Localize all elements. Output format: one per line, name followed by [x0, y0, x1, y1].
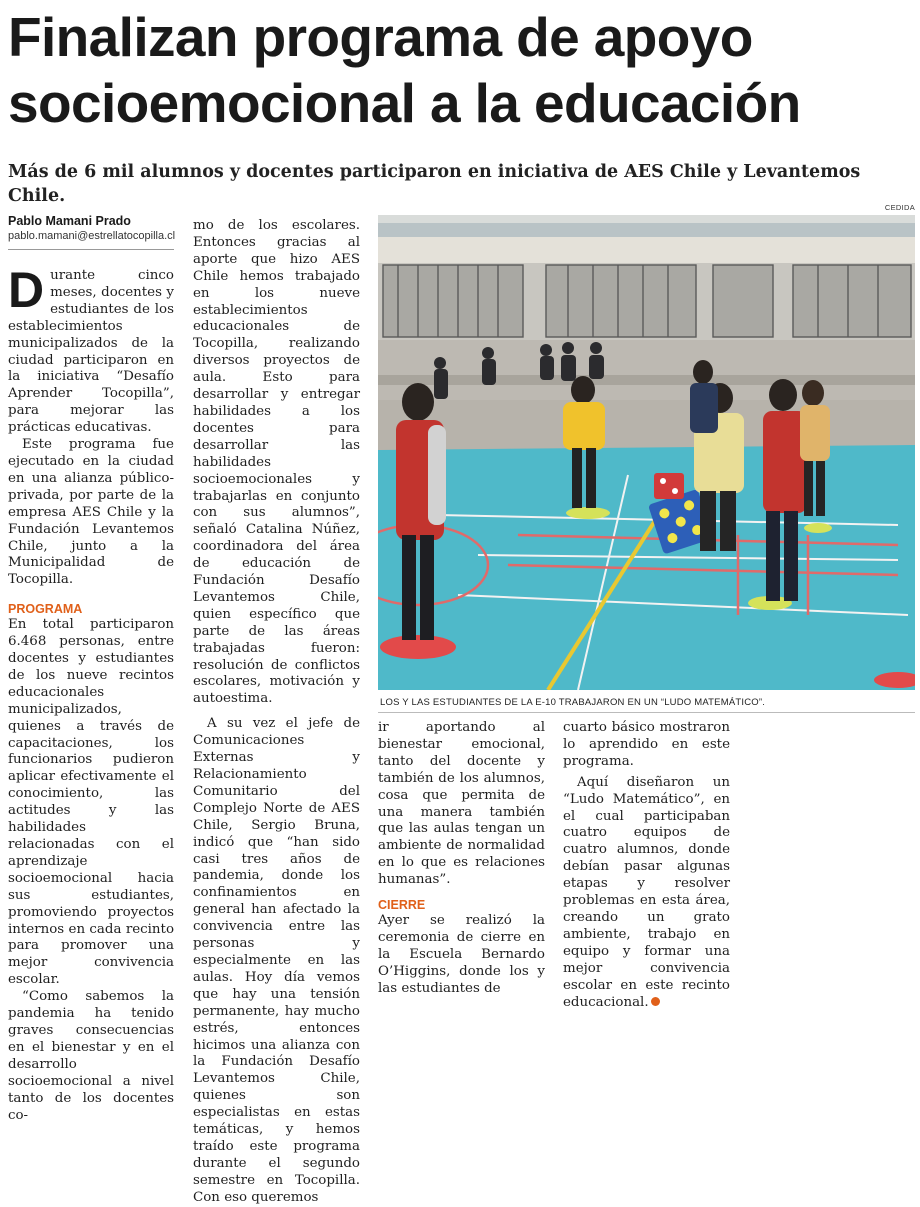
paragraph: A su vez el jefe de Comunicaciones Externas y Relacionamiento Comunitario del Complejo Norte de AES Chile, Sergio Bruna, indicó que “han sido casi tres años de pandemia, donde los confinamientos en general han afectado la convivencia entre las personas y especialmente en las aulas. Hoy día vemos que hay una tensión permanente, hay mucho estrés, entonces hicimos una alianza con la Fundación Desafío Levantemos Chile, quienes son especialistas en estas temáticas, y hemos traído este programa durante el segundo semestre en Tocopilla. Con eso queremos [193, 716, 360, 1205]
column-4 [563, 720, 730, 1011]
author-email[interactable]: pablo.mamani@estrellatocopilla.cl [8, 230, 176, 242]
closing-text: Aquí diseñaron un “Ludo Matemático”, en el cual participaban cuatro equipos de cuatro alumnos, donde debían pasar algunas etapas y resolver problemas en esta área, creando un grato ambiente, trabajo en equipo y formar una mejor convivencia escolar en este recinto educacional. [563, 774, 730, 1010]
paragraph: mo de los escolares. Entonces gracias al aporte que hizo AES Chile hemos trabajado en los nueve establecimientos educacionales de Tocopilla, realizando diversos proyectos de aula. Esto para desarrollar y entregar habilidades a los docentes para desarrollar las habilidades socioemocionales y trabajarlas en conjunto con sus alumnos”, señaló Catalina Núñez, coordinadora del área de educación de Fundación Desafío Levantemos Chile, quien específico que parte de las áreas trabajadas fueron: resolución de conflictos escolares, motivación y autoestima. [193, 218, 360, 707]
paragraph [563, 775, 730, 1012]
column-1 [8, 262, 174, 1124]
subhead-programa: PROGRAMA [8, 602, 83, 617]
end-of-article-icon [651, 997, 660, 1006]
paragraph: Este programa fue ejecutado en la ciudad en una alianza público-privada, por parte de la empresa AES Chile y la Fundación Levantemos Chile, junto a la Municipalidad de Tocopilla. [8, 437, 174, 588]
photo-credit: CEDIDA [884, 203, 915, 212]
article-photo [378, 215, 915, 690]
caption-divider [378, 712, 915, 713]
subhead-cierre: CIERRE [378, 898, 426, 913]
paragraph: “Como sabemos la pandemia ha tenido graves consecuencias en el bienestar y en el desarrollo socioemocional a nivel tanto de los docentes co- [8, 989, 174, 1123]
column-2 [193, 218, 360, 1207]
author-name: Pablo Mamani Prado [8, 214, 131, 228]
deck-subtitle: Más de 6 mil alumnos y docentes participaron en iniciativa de AES Chile y Levantemos Chile. [8, 162, 861, 206]
byline [8, 214, 174, 243]
lead-paragraph [8, 262, 174, 437]
paragraph: Ayer se realizó la ceremonia de cierre en la Escuela Bernardo O’Higgins, donde los y las estudiantes de [378, 913, 545, 996]
dropcap: D [8, 262, 45, 318]
lead-text: urante cinco meses, docentes y estudiantes de los establecimientos municipalizados de la ciudad participaron en la iniciativa “Desafío Aprender Tocopilla”, para mejorar las prácticas educativas. [8, 268, 174, 436]
paragraph: ir aportando al bienestar emocional, tanto del docente y también de los alumnos, cosa que permita de una manera también que las aulas tengan un ambiente de normalidad en lo que es relaciones humanas”. [378, 720, 545, 888]
column-3 [378, 720, 545, 998]
byline-divider [8, 249, 174, 250]
headline: Finalizan programa de apoyo socioemocional a la educación [8, 6, 801, 134]
paragraph: En total participaron 6.468 personas, entre docentes y estudiantes de los nueve recintos educacionales municipalizados, quienes a través de capacitaciones, los funcionarios pudieron aplicar efectivamente el conocimiento, las actitudes y las habilidades relacionadas con el aprendizaje socioemocional hacia sus estudiantes, promoviendo proyectos internos en cada recinto para promover una mejor convivencia escolar. [8, 617, 174, 988]
paragraph: cuarto básico mostraron lo aprendido en este programa. [563, 720, 730, 769]
photo-caption: LOS Y LAS ESTUDIANTES DE LA E-10 TRABAJARON EN UN “LUDO MATEMÁTICO”. [380, 697, 766, 708]
classroom-photo-illustration [378, 215, 915, 690]
